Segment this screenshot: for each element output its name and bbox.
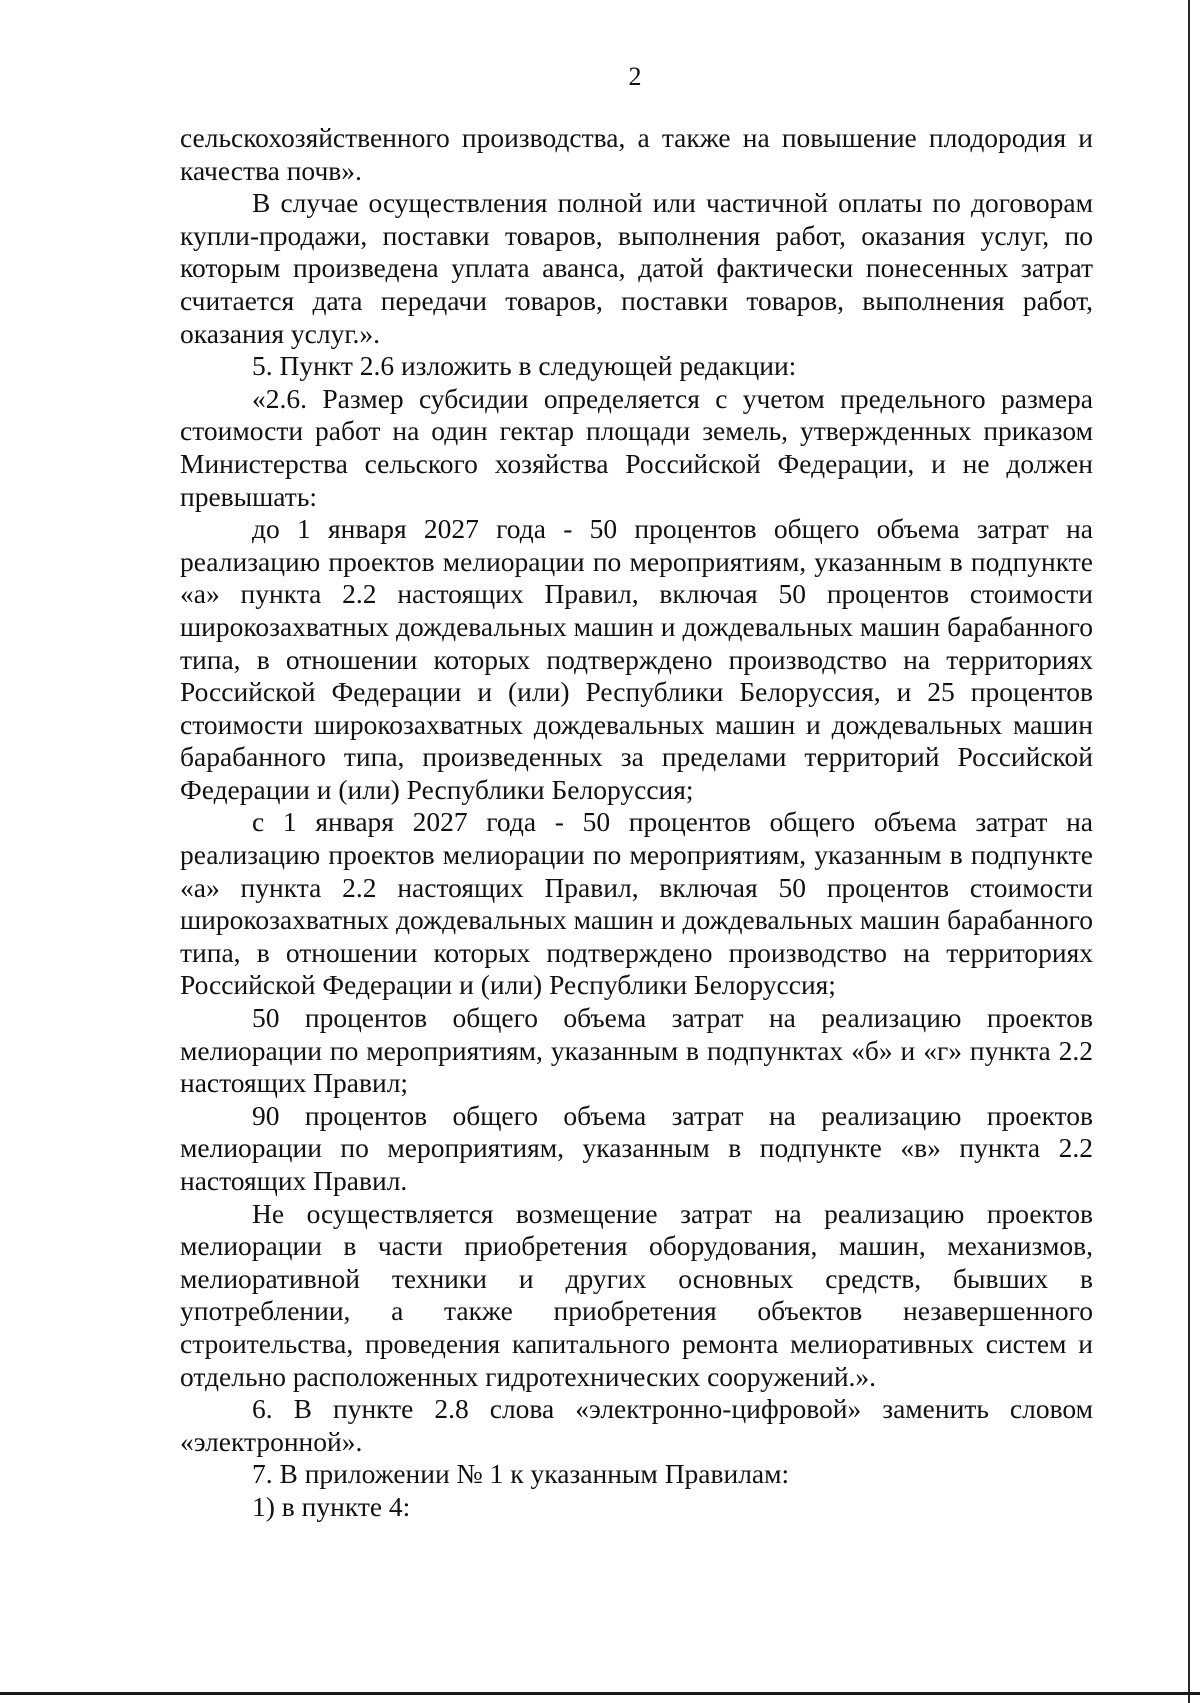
paragraph-no-reimbursement: Не осуществляется возмещение затрат на реализацию проектов мелиорации в части приобретения оборудования, машин, механизмов, мелиоративной техники и других основных средств, бывших в употреблении, а также приобретения объектов незавершенного строительства, проведения капитального ремонта мелиоративных систем и отдельно расположенных гидротехнических сооружений.». xyxy=(180,1197,1093,1392)
paragraph-item-5: 5. Пункт 2.6 изложить в следующей редакции: xyxy=(252,350,797,382)
paragraph-50-percent: 50 процентов общего объема затрат на реализацию проектов мелиорации по мероприятиям, указанным в подпунктах «б» и «г» пункта 2.2 настоящих Правил; xyxy=(180,1002,1093,1099)
paragraph-clause-2-6: «2.6. Размер субсидии определяется с учетом предельного размера стоимости работ на один гектар площади земель, утвержденных приказом Министерства сельского хозяйства Российской Федерации, и не должен превышать: xyxy=(180,382,1093,512)
document-body xyxy=(180,122,1093,1524)
page-number: 2 xyxy=(628,62,642,91)
paragraph-until-2027: до 1 января 2027 года - 50 процентов общего объема затрат на реализацию проектов мелиорации по мероприятиям, указанным в подпункте «а» пункта 2.2 настоящих Правил, включая 50 процентов стоимости широкозахватных дождевальных машин и дождевальных машин барабанного типа, в отношении которых подтверждено производство на территориях Российской Федерации и (или) Республики Белоруссия, и 25 процентов стоимости широкозахватных дождевальных машин и дождевальных машин барабанного типа, произведенных за пределами территорий Российской Федерации и (или) Республики Белоруссия; xyxy=(180,513,1093,805)
scan-edge-right xyxy=(1188,0,1190,1703)
scan-edge-bottom xyxy=(0,1692,1200,1695)
paragraph-from-2027: с 1 января 2027 года - 50 процентов общего объема затрат на реализацию проектов мелиорации по мероприятиям, указанным в подпункте «а» пункта 2.2 настоящих Правил, включая 50 процентов стоимости широкозахватных дождевальных машин и дождевальных машин барабанного типа, в отношении которых подтверждено производство на территориях Российской Федерации и (или) Республики Белоруссия; xyxy=(180,806,1093,1001)
paragraph-item-7: 7. В приложении № 1 к указанным Правилам: xyxy=(252,1458,790,1490)
paragraph-item-6: 6. В пункте 2.8 слова «электронно-цифровой» заменить словом «электронной». xyxy=(180,1393,1093,1457)
paragraph-90-percent: 90 процентов общего объема затрат на реализацию проектов мелиорации по мероприятиям, указанным в подпункте «в» пункта 2.2 настоящих Правил. xyxy=(180,1099,1093,1196)
paragraph-continuation: сельскохозяйственного производства, а также на повышение плодородия и качества почв». xyxy=(180,122,1093,186)
paragraph-subitem-1: 1) в пункте 4: xyxy=(252,1490,411,1522)
paragraph-advance-payment: В случае осуществления полной или частичной оплаты по договорам купли-продажи, поставки товаров, выполнения работ, оказания услуг, по которым произведена уплата аванса, датой фактически понесенных затрат считается дата передачи товаров, поставки товаров, выполнения работ, оказания услуг.». xyxy=(180,187,1093,349)
